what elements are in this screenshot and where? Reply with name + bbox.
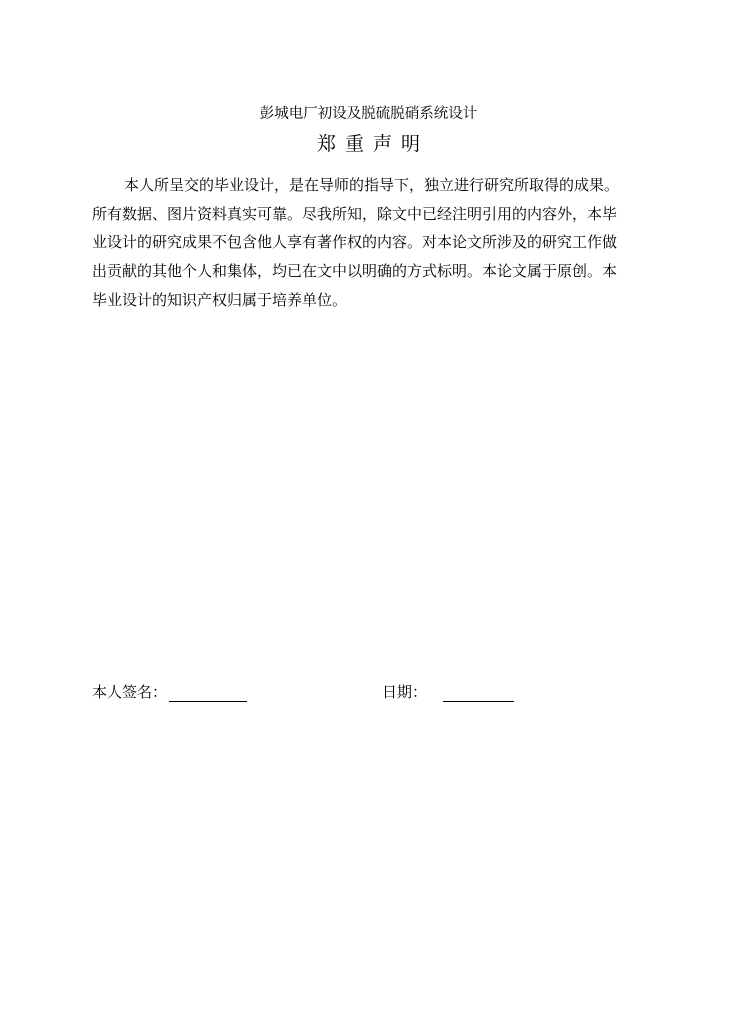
signature-label: 本人签名： [92, 683, 168, 701]
declaration-heading [0, 130, 737, 158]
signature-row [92, 682, 247, 706]
declaration-line-5: 毕业设计的知识产权归属于培养单位。 [92, 291, 348, 309]
declaration-heading-text: 郑重声明 [316, 133, 429, 155]
date-label: 日期： [382, 683, 428, 701]
date-row [382, 682, 514, 706]
declaration-line-3: 业设计的研究成果不包含他人享有著作权的内容。对本论文所涉及的研究工作做 [92, 233, 618, 251]
declaration-line-1: 本人所呈交的毕业设计，是在导师的指导下，独立进行研究所取得的成果。 [124, 176, 620, 194]
declaration-line-2: 所有数据、图片资料真实可靠。尽我所知，除文中已经注明引用的内容外，本毕 [92, 205, 618, 223]
declaration-line-4: 出贡献的其他个人和集体，均已在文中以明确的方式标明。本论文属于原创。本 [92, 262, 618, 280]
date-blank-line[interactable] [443, 683, 514, 702]
signature-blank-line[interactable] [169, 683, 247, 702]
document-title: 彭城电厂初设及脱硫脱硝系统设计 [259, 106, 478, 122]
